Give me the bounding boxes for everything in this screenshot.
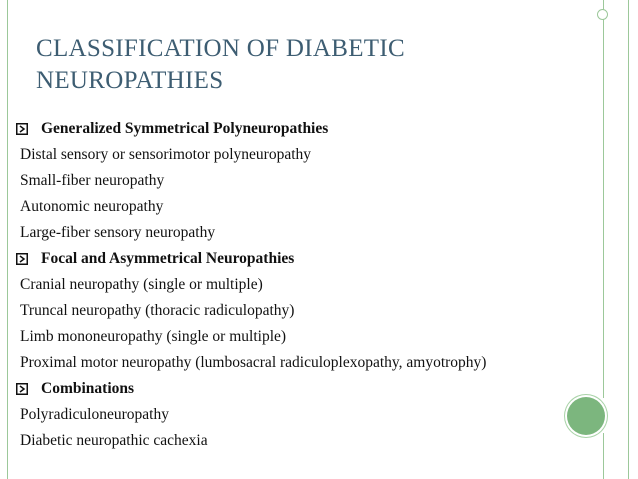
slide-title: CLASSIFICATION OF DIABETIC NEUROPATHIES [36, 35, 405, 94]
list-item: Diabetic neuropathic cachexia [20, 432, 208, 449]
list-item: Limb mononeuropathy (single or multiple) [20, 328, 287, 345]
section-heading-text: Focal and Asymmetrical Neuropathies [41, 250, 295, 267]
bullet-icon [16, 383, 28, 395]
section-heading-text: Combinations [41, 380, 135, 397]
bullet-icon [16, 123, 28, 135]
list-item: Cranial neuropathy (single or multiple) [20, 276, 263, 293]
right-border-line-outer [628, 0, 629, 479]
list-item: Polyradiculoneuropathy [20, 406, 169, 423]
section-heading [13, 116, 583, 142]
bullet-icon [16, 253, 28, 265]
decorative-ring-icon [597, 9, 608, 20]
section-heading [13, 376, 583, 402]
left-border-line [7, 0, 8, 479]
list-item: Distal sensory or sensorimotor polyneuropathy [20, 146, 312, 163]
slide-content [13, 116, 583, 454]
list-item: Proximal motor neuropathy (lumbosacral radiculoplexopathy, amyotrophy) [20, 354, 487, 371]
list-item: Autonomic neuropathy [20, 198, 164, 215]
section-heading-text: Generalized Symmetrical Polyneuropathies [41, 120, 329, 137]
right-border-line-inner [603, 0, 604, 398]
section-heading [13, 246, 583, 272]
list-item: Large-fiber sensory neuropathy [20, 224, 216, 241]
list-item: Small-fiber neuropathy [20, 172, 165, 189]
list-item: Truncal neuropathy (thoracic radiculopathy) [20, 302, 295, 319]
right-border-line-inner-bottom [603, 433, 604, 479]
